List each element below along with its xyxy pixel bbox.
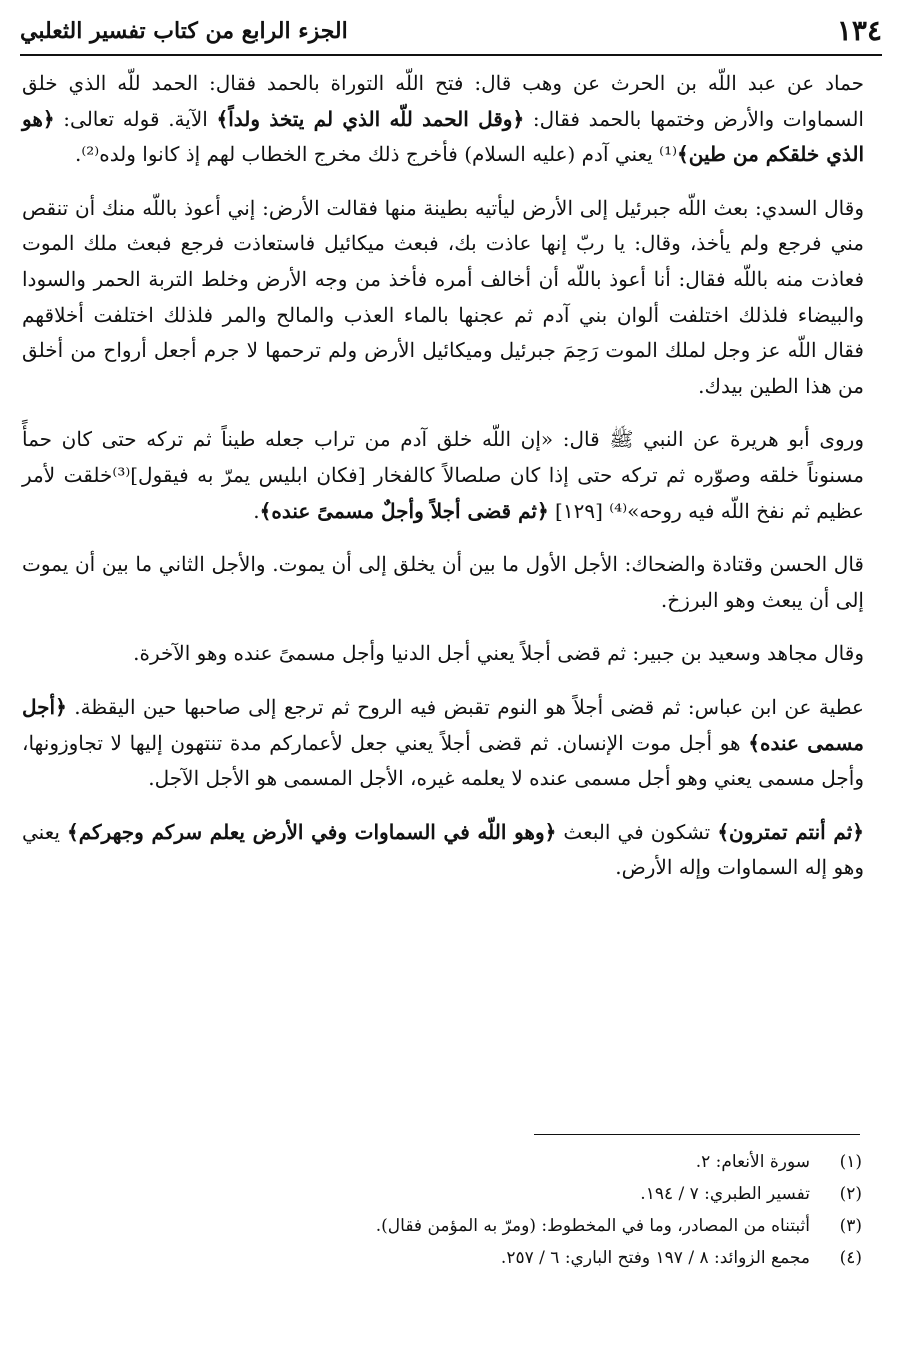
text-run: تشكون في البعث	[556, 819, 718, 844]
footnote-text: تفسير الطبري: ٧ / ١٩٤.	[640, 1184, 810, 1204]
page-header	[20, 8, 882, 56]
paragraph	[22, 66, 864, 173]
paragraph	[22, 191, 864, 405]
footnote-number: (١)	[839, 1152, 862, 1172]
text-run: حماد عن عبد اللّه بن الحرث عن وهب قال: فتح اللّه التوراة بالحمد فقال: الحمد للّه الذي خلق السماوات والأرض وختمها بالحمد فقال:	[22, 71, 864, 131]
footnote-text: مجمع الزوائد: ٨ / ١٩٧ وفتح الباري: ٦ / ٢٥٧.	[500, 1248, 810, 1268]
footnote	[62, 1178, 862, 1210]
footnote-number: (٣)	[839, 1216, 862, 1236]
footnote	[62, 1210, 862, 1242]
paragraph	[22, 690, 864, 797]
text-run: قال الحسن وقتادة والضحاك: الأجل الأول ما بين أن يخلق إلى أن يموت. والأجل الثاني ما بين أن يموت إلى أن يبعث وهو البرزخ.	[22, 552, 864, 612]
text-run: يعني وهو إله السماوات وإله الأرض.	[22, 819, 864, 880]
quran-verse: ﴿وقل الحمد للّه الذي لم يتخذ ولداً﴾	[216, 106, 525, 131]
quran-verse: ﴿وهو اللّه في السماوات وفي الأرض يعلم سركم وجهركم﴾	[67, 819, 557, 844]
running-title: الجزء الرابع من كتاب تفسير الثعلبي	[20, 18, 348, 44]
text-run: عطية عن ابن عباس: ثم قضى أجلاً هو النوم تقبض فيه الروح ثم ترجع إلى صاحبها حين اليقظة.	[66, 694, 864, 719]
footnote	[62, 1146, 862, 1178]
paragraph	[22, 422, 864, 529]
footnote-text: سورة الأنعام: ٢.	[695, 1152, 810, 1172]
text-run: وروى أبو هريرة عن النبي ﷺ قال: «إن اللّه خلق آدم من تراب جعله طيناً ثم تركه حتى كان حمأً مسنوناً خلقه وصوّره ثم تركه حتى إذا كان صلصالاً كالفخار [فكان ابليس يمرّ به فيقول]⁽³⁾خلقت لأمر عظيم ثم نفخ اللّه فيه روحه»⁽⁴⁾ [١٢٩]	[22, 427, 865, 523]
page-number: ١٣٤	[836, 14, 882, 47]
paragraph	[22, 636, 864, 672]
footnotes	[62, 1146, 862, 1274]
main-text	[22, 66, 864, 904]
footnote-number: (٢)	[839, 1184, 862, 1204]
text-run: هو أجل موت الإنسان. ثم قضى أجلاً يعني جعل لأعماركم مدة تنتهون إليها لا تجاوزونها، وأجل مسمى يعني وهو أجل مسمى عنده لا يعلمه غيره، الأجل المسمى هو الأجل الآجل.	[22, 730, 864, 791]
quran-verse: ﴿أجل مسمى عنده﴾	[22, 694, 865, 755]
footnote	[62, 1242, 862, 1274]
text-run: وقال السدي: بعث اللّه جبرئيل إلى الأرض ليأتيه بطينة منها فقالت الأرض: إني أعوذ باللّه منك أن تنقص مني فرجع ولم يأخذ، وقال: يا ربّ إنها عاذت بك، فبعث ميكائيل فاستعاذت فرجع فبعث ملك الموت فعاذت منه باللّه فقال: أنا أعوذ باللّه أن أخالف أمره فأخذ من وجه الأرض وخلط التربة الحمر والسودا والبيضاء فلذلك اختلفت ألوان بني آدم ثم عجنها بالماء العذب والمالح والمر فلذلك اختلفت أخلاقهم فقال اللّه عز وجل لملك الموت رَحِمَ جبرئيل وميكائيل الأرض ولم ترحمها لا جرم أجعل أرواح من أخلق من هذا الطين بيدك.	[22, 195, 864, 398]
paragraph	[22, 547, 864, 618]
quran-verse: ﴿ثم قضى أجلاً وأجلٌ مسمىً عنده﴾	[259, 498, 549, 523]
quran-verse: ﴿هو الذي خلقكم من طين﴾	[22, 106, 864, 167]
text-run: وقال مجاهد وسعيد بن جبير: ثم قضى أجلاً يعني أجل الدنيا وأجل مسمىً عنده وهو الآخرة.	[133, 641, 864, 666]
text-run: .	[253, 498, 260, 523]
paragraph	[22, 815, 864, 886]
footnote-number: (٤)	[839, 1248, 862, 1268]
text-run: الآية. قوله تعالى:	[54, 106, 217, 131]
quran-verse: ﴿ثم أنتم تمترون﴾	[717, 819, 864, 844]
footnote-separator	[534, 1134, 860, 1135]
text-run: ⁽¹⁾ يعني آدم (عليه السلام) فأخرج ذلك مخرج الخطاب لهم إذ كانوا ولده⁽²⁾.	[74, 142, 678, 167]
footnote-text: أثبتناه من المصادر، وما في المخطوط: (ومرّ به المؤمن فقال).	[375, 1216, 810, 1236]
